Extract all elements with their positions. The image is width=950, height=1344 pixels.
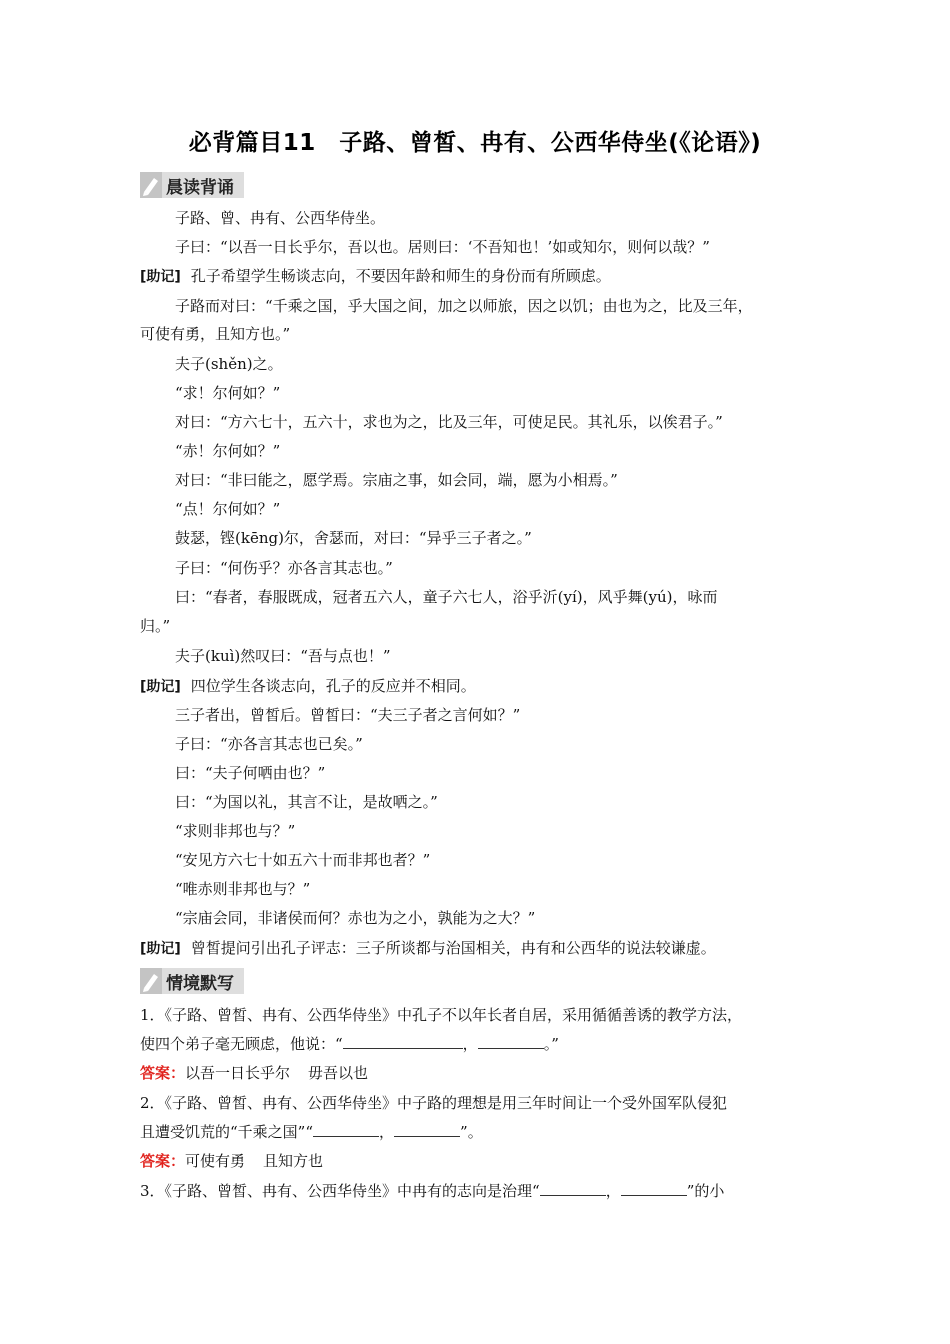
text-line: 鼓瑟，铿(kēng)尔，舍瑟而，对曰：“异乎三子者之。” — [175, 529, 532, 547]
text-line: 子曰：“以吾一日长乎尔，吾以也。居则曰：‘不吾知也！’如或知尔，则何以哉？” — [175, 238, 710, 256]
text-line: 对曰：“非曰能之，愿学焉。宗庙之事，如会同，端，愿为小相焉。” — [175, 471, 618, 489]
answer-label: 答案： — [140, 1064, 186, 1082]
question-line — [140, 1034, 825, 1054]
question-line — [140, 1181, 825, 1201]
answer-label: 答案： — [140, 1152, 186, 1170]
answer-text: 毋吾以也 — [308, 1064, 369, 1082]
question-line — [140, 1122, 825, 1142]
answer-text: 可使有勇 — [185, 1152, 246, 1170]
text-line: 可使有勇，且知方也。” — [140, 325, 291, 343]
text-line: 曰：“夫子何哂由也？” — [175, 764, 326, 782]
text-line: “唯赤则非邦也与？” — [175, 880, 311, 898]
note-text: 孔子希望学生畅谈志向，不要因年龄和师生的身份而有所顾虑。 — [190, 267, 611, 285]
question-text: 3．《子路、曾皙、冉有、公西华侍坐》中冉有的志向是治理“ — [140, 1182, 540, 1200]
text-line: “点！尔何如？” — [175, 500, 281, 518]
question-text: 且遭受饥荒的“千乘之国”“ — [140, 1123, 314, 1141]
text-line: 夫子(shěn)之。 — [175, 355, 283, 373]
note-line — [140, 938, 825, 959]
text-line: 子曰：“何伤乎？亦各言其志也。” — [175, 559, 393, 577]
text-line: 三子者出，曾皙后。曾皙曰：“夫三子者之言何如？” — [175, 706, 521, 724]
note-label: [助记] — [140, 679, 181, 695]
text-line: 归。” — [140, 617, 171, 635]
text-line: 子路而对曰：“千乘之国，乎大国之间，加之以师旅，因之以饥；由也为之，比及三年， — [175, 297, 753, 315]
question-text: ， — [462, 1035, 478, 1053]
note-line — [140, 676, 825, 697]
answer-line — [140, 1151, 825, 1171]
question-line: 1．《子路、曾皙、冉有、公西华侍坐》中孔子不以年长者自居，采用循循善诱的教学方法， — [140, 1006, 743, 1024]
text-line: 对曰：“方六七十，五六十，求也为之，比及三年，可使足民。其礼乐，以俟君子。” — [175, 413, 723, 431]
answer-line — [140, 1063, 825, 1083]
fill-blank[interactable] — [478, 1034, 544, 1049]
question-line: 2．《子路、曾皙、冉有、公西华侍坐》中子路的理想是用三年时间让一个受外国军队侵犯 — [140, 1094, 728, 1112]
note-label: [助记] — [140, 269, 181, 285]
text-line: 子路、曾、冉有、公西华侍坐。 — [175, 209, 386, 227]
answer-text: 以吾一日长乎尔 — [185, 1064, 291, 1082]
note-text: 曾皙提问引出孔子评志：三子所谈都与治国相关，冉有和公西华的说法较谦虚。 — [190, 939, 716, 957]
question-text: ”。 — [460, 1123, 483, 1141]
page-title: 必背篇目11 子路、曾皙、冉有、公西华侍坐(《论语》) — [188, 130, 762, 156]
question-text: ， — [379, 1123, 395, 1141]
fill-blank[interactable] — [540, 1181, 606, 1196]
question-text: ”的小 — [686, 1182, 725, 1200]
text-line: “求！尔何如？” — [175, 384, 281, 402]
note-label: [助记] — [140, 941, 181, 957]
text-line: “求则非邦也与？” — [175, 822, 296, 840]
text-line: 子曰：“亦各言其志也已矣。” — [175, 735, 363, 753]
section-title: 情境默写 — [166, 973, 234, 994]
text-line: “宗庙会同，非诸侯而何？赤也为之小，孰能为之大？” — [175, 909, 536, 927]
text-line: 曰：“春者，春服既成，冠者五六人，童子六七人，浴乎沂(yí)，风乎舞(yú)，咏而 — [175, 588, 718, 606]
fill-blank[interactable] — [394, 1122, 460, 1137]
text-line: “赤！尔何如？” — [175, 442, 281, 460]
question-text: ， — [605, 1182, 621, 1200]
note-line — [140, 266, 825, 287]
question-text: 。” — [543, 1035, 559, 1053]
note-text: 四位学生各谈志向，孔子的反应并不相同。 — [190, 677, 476, 695]
fill-blank[interactable] — [343, 1034, 463, 1049]
text-line: 夫子(kuì)然叹曰：“吾与点也！” — [175, 647, 391, 665]
fill-blank[interactable] — [313, 1122, 379, 1137]
pen-icon — [140, 968, 162, 994]
question-text: 使四个弟子毫无顾虑，他说：“ — [140, 1035, 343, 1053]
section-title: 晨读背诵 — [166, 177, 234, 198]
pen-icon — [140, 172, 162, 198]
section-tag-dictation — [140, 968, 244, 994]
answer-text: 且知方也 — [263, 1152, 324, 1170]
section-tag-morning-reading — [140, 172, 244, 198]
text-line: “安见方六七十如五六十而非邦也者？” — [175, 851, 431, 869]
text-line: 曰：“为国以礼，其言不让，是故哂之。” — [175, 793, 438, 811]
fill-blank[interactable] — [621, 1181, 687, 1196]
